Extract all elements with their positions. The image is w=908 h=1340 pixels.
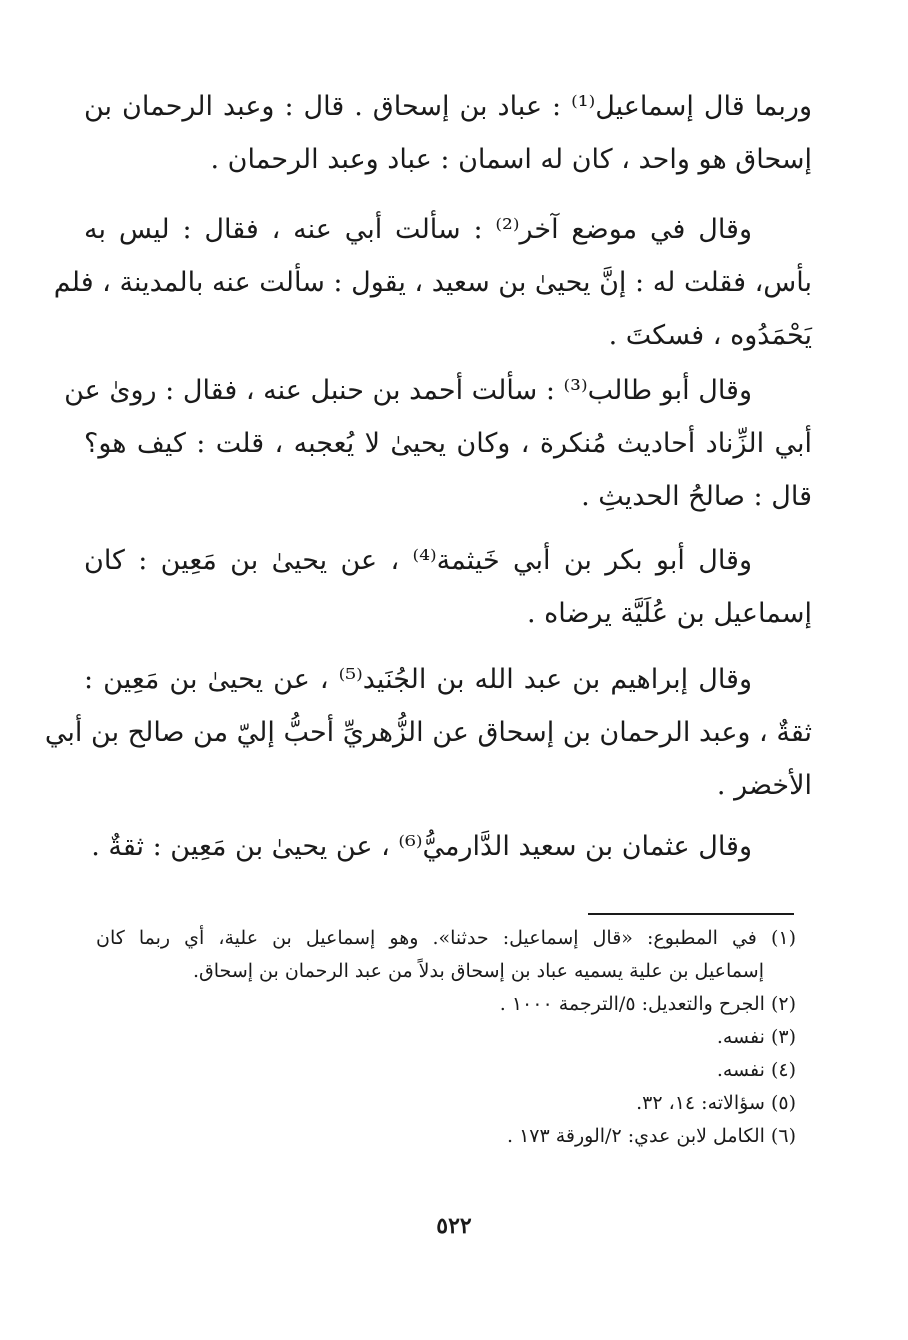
footnotes [96, 922, 796, 1153]
paragraph-line: ثقةٌ ، وعبد الرحمان بن إسحاق عن الزُّهريِّ أحبُّ إليّ من صالح بن أبي [44, 717, 812, 748]
paragraph-line: وقال عثمان بن سعيد الدَّارميُّ⁽⁶⁾ ، عن يحيىٰ بن مَعِين : ثقةٌ . [91, 831, 752, 862]
paragraph-line: أبي الزِّناد أحاديث مُنكرة ، وكان يحيىٰ لا يُعجبه ، قلت : كيف هو؟ [84, 428, 812, 459]
paragraph-line: إسحاق هو واحد ، كان له اسمان : عباد وعبد الرحمان . [210, 144, 812, 175]
paragraph-2 [53, 203, 812, 362]
footnote-1-continued: إسماعيل بن علية يسميه عباد بن إسحاق بدلاً من عبد الرحمان بن إسحاق. [192, 960, 764, 982]
paragraph-line: بأس، فقلت له : إنَّ يحيىٰ بن سعيد ، يقول : سألت عنه بالمدينة ، فلم [53, 267, 812, 298]
paragraph-line: إسماعيل بن عُلَيَّة يرضاه . [526, 598, 812, 629]
paragraph-3 [64, 364, 812, 523]
paragraph-line: وربما قال إسماعيل⁽¹⁾ : عباد بن إسحاق . قال : وعبد الرحمان بن [84, 91, 813, 122]
footnote-6: (٦) الكامل لابن عدي: ٢/الورقة ١٧٣ . [506, 1125, 796, 1147]
footnote-5: (٥) سؤالاته: ١٤، ٣٢. [636, 1092, 796, 1114]
footnote-divider [588, 913, 794, 915]
footnote-2: (٢) الجرح والتعديل: ٥/الترجمة ١٠٠٠ . [499, 993, 796, 1015]
paragraph-line: وقال أبو طالب⁽³⁾ : سألت أحمد بن حنبل عنه ، فقال : روىٰ عن [64, 375, 752, 406]
paragraph-line: وقال في موضع آخر⁽²⁾ : سألت أبي عنه ، فقال : ليس به [84, 214, 752, 245]
footnote-4: (٤) نفسه. [716, 1059, 796, 1081]
footnote-3: (٣) نفسه. [716, 1026, 796, 1048]
paragraph-6 [84, 820, 812, 873]
paragraph-line: الأخضر . [716, 770, 812, 801]
paragraph-line: قال : صالحُ الحديثِ . [581, 481, 812, 512]
paragraph-4 [84, 534, 812, 640]
paragraph-line: يَحْمَدُوه ، فسكتَ . [608, 320, 812, 351]
paragraph-line: وقال إبراهيم بن عبد الله بن الجُنَيد⁽⁵⁾ ، عن يحيىٰ بن مَعِين : [84, 664, 752, 695]
paragraph-5 [44, 653, 812, 812]
paragraph-1 [84, 80, 812, 186]
page-number: ٥٢٢ [436, 1213, 472, 1239]
footnote-1: (١) في المطبوع: «قال إسماعيل: حدثنا». وهو إسماعيل بن علية، أي ربما كان [96, 927, 796, 949]
paragraph-line: وقال أبو بكر بن أبي خَيثمة⁽⁴⁾ ، عن يحيىٰ بن مَعِين : كان [84, 545, 753, 576]
